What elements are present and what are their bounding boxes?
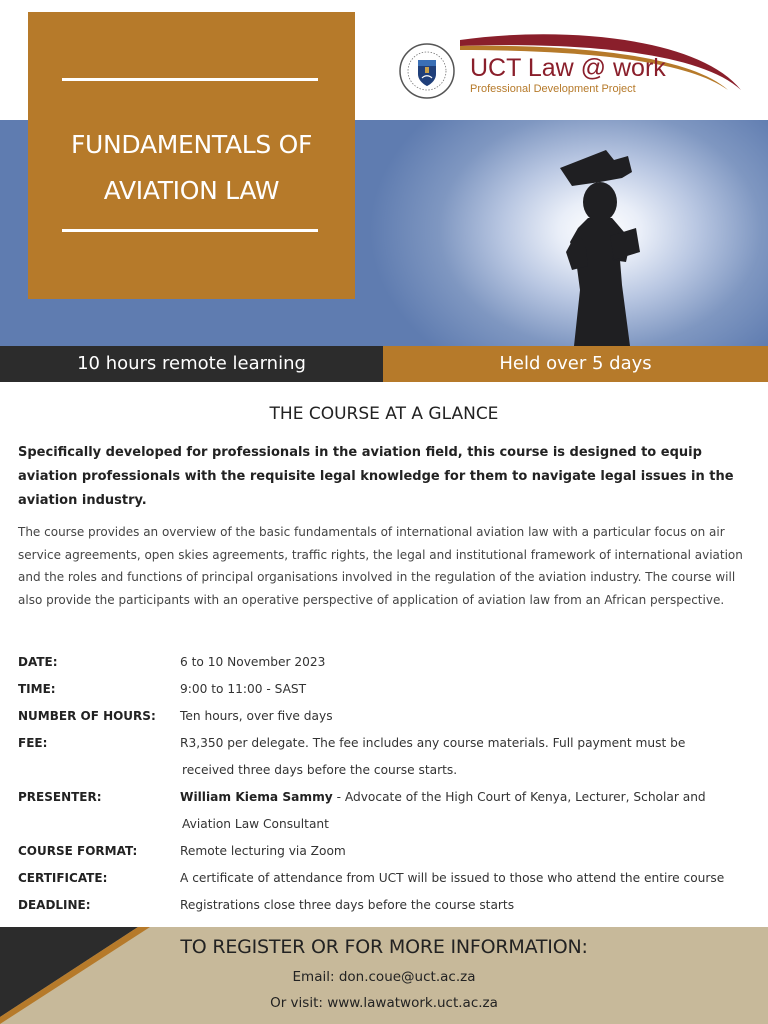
footer-title: TO REGISTER OR FOR MORE INFORMATION: (180, 936, 588, 958)
uct-seal-icon (398, 42, 456, 100)
logo-name: UCT Law @ work (470, 54, 666, 82)
presenter-name: William Kiema Sammy (180, 790, 333, 804)
presenter-value-line-1 (180, 784, 758, 811)
email-link[interactable]: don.coue@uct.ac.za (334, 969, 476, 985)
description-paragraph: The course provides an overview of the basic fundamentals of international aviation law with a particular focus on air service agreements, open skies agreements, traffic rights, the legal and institutional framework of international aviation and the roles and functions of principal organisations involved in the regulation of the aviation industry. The course will also provide the participants with an operative perspective of application of aviation law from an African perspective. (18, 525, 743, 607)
footer-website (0, 995, 768, 1011)
title-divider-bottom (62, 229, 318, 232)
deadline-value: Registrations close three days before the course starts (180, 898, 515, 912)
duration-bar: 10 hours remote learning (0, 346, 383, 382)
presenter-value-line-2: Aviation Law Consultant (182, 817, 329, 831)
format-value: Remote lecturing via Zoom (180, 844, 346, 858)
detail-row-certificate (18, 865, 758, 892)
website-link[interactable]: www.lawatwork.uct.ac.za (322, 995, 498, 1011)
presenter-label: PRESENTER: (18, 790, 102, 804)
fee-value-line-2: received three days before the course starts. (182, 763, 458, 777)
detail-row-hours (18, 703, 758, 730)
time-value: 9:00 to 11:00 - SAST (180, 682, 307, 696)
detail-row-time (18, 676, 758, 703)
page-title (28, 122, 355, 214)
time-label: TIME: (18, 682, 56, 696)
date-value: 6 to 10 November 2023 (180, 655, 326, 669)
uct-logo (398, 28, 743, 108)
date-label: DATE: (18, 655, 58, 669)
detail-row-presenter (18, 784, 758, 838)
detail-row-deadline (18, 892, 758, 919)
logo-subtitle: Professional Development Project (470, 83, 636, 95)
presenter-value (180, 784, 758, 838)
intro-paragraph: Specifically developed for professionals in the aviation field, this course is designed to equip aviation professionals with the requisite legal knowledge for them to navigate legal issues in the aviation industry. (18, 445, 734, 508)
hours-label: NUMBER OF HOURS: (18, 709, 156, 723)
title-divider-top (62, 78, 318, 81)
footer (0, 927, 768, 1024)
fee-value-line-1: R3,350 per delegate. The fee includes any course materials. Full payment must be (180, 736, 686, 750)
title-line-1: FUNDAMENTALS OF (70, 130, 313, 159)
deadline-label: DEADLINE: (18, 898, 91, 912)
fee-value (180, 730, 758, 784)
title-panel (28, 12, 355, 299)
presenter-role: - Advocate of the High Court of Kenya, Lecturer, Scholar and (332, 790, 706, 804)
email-label: Email: (292, 969, 335, 985)
course-details (18, 649, 758, 919)
detail-row-date (18, 649, 758, 676)
format-label: COURSE FORMAT: (18, 844, 138, 858)
fee-label: FEE: (18, 736, 48, 750)
section-title: THE COURSE AT A GLANCE (269, 404, 499, 424)
footer-email (0, 969, 768, 985)
detail-row-format (18, 838, 758, 865)
certificate-label: CERTIFICATE: (18, 871, 108, 885)
detail-row-fee (18, 730, 758, 784)
title-line-2: AVIATION LAW (103, 176, 280, 205)
schedule-bar: Held over 5 days (383, 346, 768, 382)
visit-label: Or visit: (270, 995, 323, 1011)
hours-value: Ten hours, over five days (180, 709, 333, 723)
certificate-value: A certificate of attendance from UCT will be issued to those who attend the entire course (180, 871, 725, 885)
